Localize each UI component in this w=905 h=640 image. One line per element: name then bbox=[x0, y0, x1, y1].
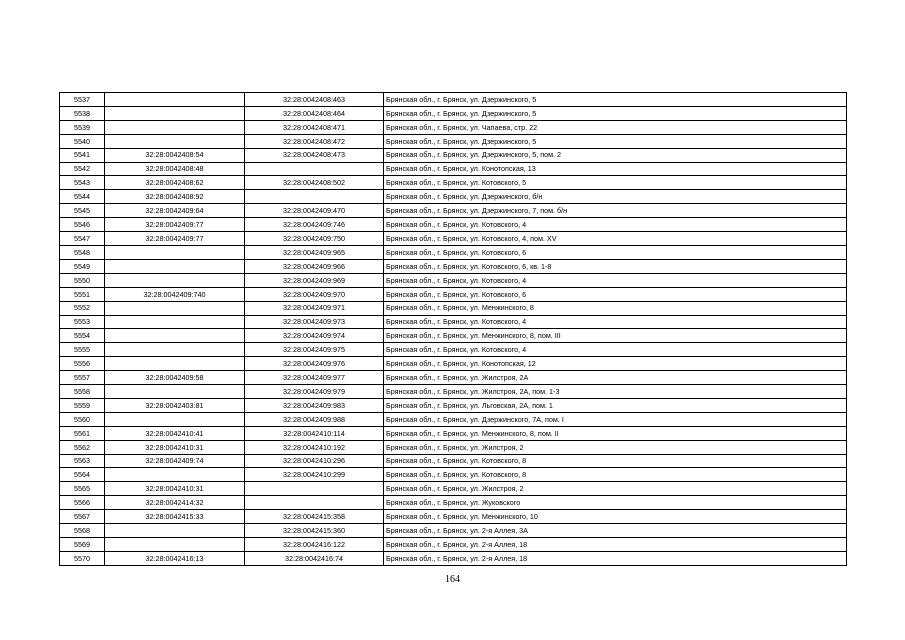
address-cell: Брянская обл., г. Брянск, ул. Дзержинского, 5 bbox=[384, 134, 847, 148]
cadastral-number-2-cell: 32:28:0042409:979 bbox=[245, 385, 384, 399]
cadastral-number-2-cell bbox=[245, 496, 384, 510]
row-number-cell: 5563 bbox=[60, 454, 105, 468]
cadastral-number-1-cell: 32:28:0042416:13 bbox=[105, 551, 245, 565]
cadastral-number-1-cell bbox=[105, 343, 245, 357]
row-number-cell: 5566 bbox=[60, 496, 105, 510]
cadastral-number-1-cell bbox=[105, 329, 245, 343]
row-number-cell: 5552 bbox=[60, 301, 105, 315]
cadastral-number-2-cell: 32:28:0042409:746 bbox=[245, 218, 384, 232]
table-row bbox=[60, 204, 847, 218]
address-cell: Брянская обл., г. Брянск, ул. Дзержинского, 5 bbox=[384, 93, 847, 107]
address-cell: Брянская обл., г. Брянск, ул. Котовского, 8 bbox=[384, 468, 847, 482]
cadastral-number-2-cell bbox=[245, 162, 384, 176]
table-row bbox=[60, 454, 847, 468]
row-number-cell: 5556 bbox=[60, 357, 105, 371]
cadastral-number-2-cell: 32:28:0042415:358 bbox=[245, 510, 384, 524]
table-row bbox=[60, 524, 847, 538]
address-cell: Брянская обл., г. Брянск, ул. Котовского, 8 bbox=[384, 454, 847, 468]
table-row bbox=[60, 120, 847, 134]
address-cell: Брянская обл., г. Брянск, ул. 2-я Аллея, 3А bbox=[384, 524, 847, 538]
cadastral-number-2-cell: 32:28:0042409:976 bbox=[245, 357, 384, 371]
table-row bbox=[60, 232, 847, 246]
cadastral-number-2-cell: 32:28:0042408:471 bbox=[245, 120, 384, 134]
cadastral-number-1-cell: 32:28:0042408:92 bbox=[105, 190, 245, 204]
cadastral-number-2-cell: 32:28:0042409:988 bbox=[245, 412, 384, 426]
table-row bbox=[60, 385, 847, 399]
cadastral-number-2-cell: 32:28:0042408:502 bbox=[245, 176, 384, 190]
cadastral-number-1-cell: 32:28:0042409:77 bbox=[105, 218, 245, 232]
cadastral-number-1-cell bbox=[105, 468, 245, 482]
row-number-cell: 5537 bbox=[60, 93, 105, 107]
row-number-cell: 5554 bbox=[60, 329, 105, 343]
cadastral-number-2-cell: 32:28:0042409:983 bbox=[245, 398, 384, 412]
table-row bbox=[60, 315, 847, 329]
cadastral-number-1-cell: 32:28:0042414:32 bbox=[105, 496, 245, 510]
cadastral-number-2-cell: 32:28:0042408:463 bbox=[245, 93, 384, 107]
cadastral-number-1-cell: 32:28:0042409:74 bbox=[105, 454, 245, 468]
table-row bbox=[60, 510, 847, 524]
address-cell: Брянская обл., г. Брянск, ул. Менжинского, 8, пом. II bbox=[384, 426, 847, 440]
address-cell: Брянская обл., г. Брянск, ул. 2-я Аллея, 18 bbox=[384, 538, 847, 552]
row-number-cell: 5548 bbox=[60, 245, 105, 259]
row-number-cell: 5569 bbox=[60, 538, 105, 552]
row-number-cell: 5538 bbox=[60, 106, 105, 120]
row-number-cell: 5561 bbox=[60, 426, 105, 440]
cadastral-number-1-cell bbox=[105, 245, 245, 259]
cadastral-number-1-cell bbox=[105, 93, 245, 107]
address-cell: Брянская обл., г. Брянск, ул. Конотопская, 12 bbox=[384, 357, 847, 371]
cadastral-number-2-cell: 32:28:0042416:74 bbox=[245, 551, 384, 565]
table-row bbox=[60, 287, 847, 301]
address-cell: Брянская обл., г. Брянск, ул. Жилстроя, 2А, пом. 1-3 bbox=[384, 385, 847, 399]
row-number-cell: 5555 bbox=[60, 343, 105, 357]
address-cell: Брянская обл., г. Брянск, ул. Котовского, 4 bbox=[384, 218, 847, 232]
address-cell: Брянская обл., г. Брянск, ул. Котовского, 4, пом. XV bbox=[384, 232, 847, 246]
cadastral-number-1-cell bbox=[105, 301, 245, 315]
cadastral-number-2-cell: 32:28:0042416:122 bbox=[245, 538, 384, 552]
cadastral-number-1-cell bbox=[105, 259, 245, 273]
row-number-cell: 5560 bbox=[60, 412, 105, 426]
row-number-cell: 5545 bbox=[60, 204, 105, 218]
page-number: 164 bbox=[445, 574, 460, 585]
table-row bbox=[60, 134, 847, 148]
row-number-cell: 5562 bbox=[60, 440, 105, 454]
table-row bbox=[60, 482, 847, 496]
cadastral-number-1-cell bbox=[105, 315, 245, 329]
row-number-cell: 5559 bbox=[60, 398, 105, 412]
address-cell: Брянская обл., г. Брянск, ул. Менжинского, 10 bbox=[384, 510, 847, 524]
cadastral-number-1-cell bbox=[105, 273, 245, 287]
cadastral-number-2-cell: 32:28:0042409:969 bbox=[245, 273, 384, 287]
address-cell: Брянская обл., г. Брянск, ул. Дзержинского, 7А, пом. I bbox=[384, 412, 847, 426]
row-number-cell: 5541 bbox=[60, 148, 105, 162]
cadastral-number-1-cell: 32:28:0042410:31 bbox=[105, 482, 245, 496]
address-cell: Брянская обл., г. Брянск, ул. 2-я Аллея, 18 bbox=[384, 551, 847, 565]
table-row bbox=[60, 148, 847, 162]
row-number-cell: 5568 bbox=[60, 524, 105, 538]
table-row bbox=[60, 190, 847, 204]
cadastral-number-2-cell bbox=[245, 482, 384, 496]
table-row bbox=[60, 273, 847, 287]
cadastral-number-2-cell: 32:28:0042409:750 bbox=[245, 232, 384, 246]
cadastral-number-2-cell: 32:28:0042410:299 bbox=[245, 468, 384, 482]
address-cell: Брянская обл., г. Брянск, ул. Котовского, 5 bbox=[384, 176, 847, 190]
cadastral-number-2-cell: 32:28:0042410:296 bbox=[245, 454, 384, 468]
cadastral-number-1-cell bbox=[105, 412, 245, 426]
address-cell: Брянская обл., г. Брянск, ул. Жилстроя, 2 bbox=[384, 482, 847, 496]
address-cell: Брянская обл., г. Брянск, ул. Льговская, 2А, пом. 1 bbox=[384, 398, 847, 412]
address-cell: Брянская обл., г. Брянск, ул. Менжинского, 8, пом. III bbox=[384, 329, 847, 343]
row-number-cell: 5544 bbox=[60, 190, 105, 204]
row-number-cell: 5557 bbox=[60, 371, 105, 385]
table-row bbox=[60, 259, 847, 273]
address-cell: Брянская обл., г. Брянск, ул. Котовского, 4 bbox=[384, 315, 847, 329]
table-row bbox=[60, 245, 847, 259]
row-number-cell: 5542 bbox=[60, 162, 105, 176]
address-cell: Брянская обл., г. Брянск, ул. Чапаева, стр. 22 bbox=[384, 120, 847, 134]
table-row bbox=[60, 93, 847, 107]
cadastral-number-1-cell: 32:28:0042403:81 bbox=[105, 398, 245, 412]
address-cell: Брянская обл., г. Брянск, ул. Котовского, 6 bbox=[384, 287, 847, 301]
address-cell: Брянская обл., г. Брянск, ул. Жилстроя, 2А bbox=[384, 371, 847, 385]
table-row bbox=[60, 357, 847, 371]
row-number-cell: 5539 bbox=[60, 120, 105, 134]
cadastral-number-1-cell: 32:28:0042410:31 bbox=[105, 440, 245, 454]
table-row bbox=[60, 426, 847, 440]
table-body bbox=[60, 93, 847, 566]
row-number-cell: 5553 bbox=[60, 315, 105, 329]
cadastral-number-1-cell bbox=[105, 120, 245, 134]
cadastral-number-2-cell: 32:28:0042408:464 bbox=[245, 106, 384, 120]
row-number-cell: 5546 bbox=[60, 218, 105, 232]
cadastral-number-2-cell: 32:28:0042409:966 bbox=[245, 259, 384, 273]
cadastral-number-2-cell: 32:28:0042408:472 bbox=[245, 134, 384, 148]
cadastral-table bbox=[59, 92, 847, 566]
address-cell: Брянская обл., г. Брянск, ул. Менжинского, 8 bbox=[384, 301, 847, 315]
table-row bbox=[60, 329, 847, 343]
table-row bbox=[60, 343, 847, 357]
row-number-cell: 5550 bbox=[60, 273, 105, 287]
address-cell: Брянская обл., г. Брянск, ул. Жилстроя, 2 bbox=[384, 440, 847, 454]
cadastral-number-2-cell: 32:28:0042409:977 bbox=[245, 371, 384, 385]
cadastral-number-1-cell: 32:28:0042409:77 bbox=[105, 232, 245, 246]
table-row bbox=[60, 162, 847, 176]
cadastral-number-2-cell bbox=[245, 190, 384, 204]
table-row bbox=[60, 496, 847, 510]
row-number-cell: 5558 bbox=[60, 385, 105, 399]
cadastral-number-1-cell bbox=[105, 357, 245, 371]
table-row bbox=[60, 371, 847, 385]
cadastral-number-2-cell: 32:28:0042409:975 bbox=[245, 343, 384, 357]
address-cell: Брянская обл., г. Брянск, ул. Дзержинского, 5, пом. 2 bbox=[384, 148, 847, 162]
cadastral-number-1-cell bbox=[105, 134, 245, 148]
cadastral-number-1-cell: 32:28:0042409:58 bbox=[105, 371, 245, 385]
cadastral-number-1-cell: 32:28:0042408:54 bbox=[105, 148, 245, 162]
cadastral-number-2-cell: 32:28:0042415:360 bbox=[245, 524, 384, 538]
address-cell: Брянская обл., г. Брянск, ул. Котовского, 6, кв. 1-8 bbox=[384, 259, 847, 273]
cadastral-number-2-cell: 32:28:0042410:114 bbox=[245, 426, 384, 440]
table-row bbox=[60, 412, 847, 426]
cadastral-number-2-cell: 32:28:0042409:965 bbox=[245, 245, 384, 259]
cadastral-number-1-cell bbox=[105, 385, 245, 399]
address-cell: Брянская обл., г. Брянск, ул. Дзержинского, 5 bbox=[384, 106, 847, 120]
address-cell: Брянская обл., г. Брянск, ул. Конотопская, 13 bbox=[384, 162, 847, 176]
table-row bbox=[60, 468, 847, 482]
table-row bbox=[60, 538, 847, 552]
table-row bbox=[60, 440, 847, 454]
cadastral-number-1-cell: 32:28:0042410:41 bbox=[105, 426, 245, 440]
row-number-cell: 5549 bbox=[60, 259, 105, 273]
row-number-cell: 5540 bbox=[60, 134, 105, 148]
address-cell: Брянская обл., г. Брянск, ул. Котовского, 4 bbox=[384, 343, 847, 357]
table-row bbox=[60, 218, 847, 232]
row-number-cell: 5547 bbox=[60, 232, 105, 246]
cadastral-number-1-cell bbox=[105, 538, 245, 552]
address-cell: Брянская обл., г. Брянск, ул. Котовского, 4 bbox=[384, 273, 847, 287]
row-number-cell: 5543 bbox=[60, 176, 105, 190]
row-number-cell: 5565 bbox=[60, 482, 105, 496]
cadastral-number-2-cell: 32:28:0042409:973 bbox=[245, 315, 384, 329]
cadastral-number-1-cell bbox=[105, 106, 245, 120]
cadastral-number-1-cell: 32:28:0042415:33 bbox=[105, 510, 245, 524]
cadastral-number-1-cell: 32:28:0042409:740 bbox=[105, 287, 245, 301]
cadastral-number-1-cell: 32:28:0042409:64 bbox=[105, 204, 245, 218]
cadastral-number-1-cell: 32:28:0042408:48 bbox=[105, 162, 245, 176]
cadastral-number-2-cell: 32:28:0042410:192 bbox=[245, 440, 384, 454]
row-number-cell: 5564 bbox=[60, 468, 105, 482]
cadastral-number-2-cell: 32:28:0042409:974 bbox=[245, 329, 384, 343]
row-number-cell: 5570 bbox=[60, 551, 105, 565]
row-number-cell: 5567 bbox=[60, 510, 105, 524]
address-cell: Брянская обл., г. Брянск, ул. Дзержинского, б/н bbox=[384, 190, 847, 204]
table-row bbox=[60, 176, 847, 190]
table-row bbox=[60, 301, 847, 315]
address-cell: Брянская обл., г. Брянск, ул. Дзержинского, 7, пом. б/н bbox=[384, 204, 847, 218]
table-row bbox=[60, 398, 847, 412]
cadastral-number-1-cell bbox=[105, 524, 245, 538]
cadastral-number-2-cell: 32:28:0042409:470 bbox=[245, 204, 384, 218]
cadastral-number-1-cell: 32:28:0042408:62 bbox=[105, 176, 245, 190]
address-cell: Брянская обл., г. Брянск, ул. Котовского, 6 bbox=[384, 245, 847, 259]
cadastral-number-2-cell: 32:28:0042408:473 bbox=[245, 148, 384, 162]
row-number-cell: 5551 bbox=[60, 287, 105, 301]
cadastral-number-2-cell: 32:28:0042409:971 bbox=[245, 301, 384, 315]
cadastral-number-2-cell: 32:28:0042409:970 bbox=[245, 287, 384, 301]
address-cell: Брянская обл., г. Брянск, ул. Жуковского bbox=[384, 496, 847, 510]
table-row bbox=[60, 551, 847, 565]
table-row bbox=[60, 106, 847, 120]
